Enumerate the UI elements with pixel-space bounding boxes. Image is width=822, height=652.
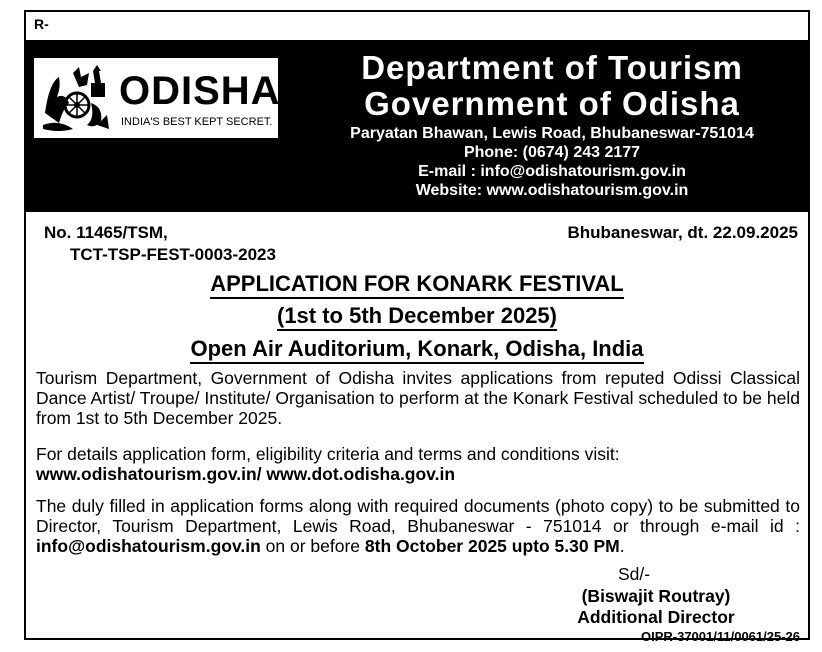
logo-tagline: INDIA'S BEST KEPT SECRET. (121, 116, 273, 128)
submission-text: The duly filled in application forms along with required documents (photo copy) to be submitted to Director, Tourism Department, Lewis Road, Bhubaneswar - 751014 or through e-mail id : (36, 496, 800, 536)
paragraph-details (36, 444, 800, 484)
festival-venue-text: Open Air Auditorium, Konark, Odisha, India (190, 336, 643, 364)
festival-dates-text: (1st to 5th December 2025) (277, 303, 557, 331)
notice-tag: R- (34, 16, 49, 32)
notice-title (26, 270, 808, 298)
submission-text-2: on or before (260, 536, 365, 556)
phone: Phone: (0674) 243 2177 (463, 144, 641, 161)
logo-name: ODISHA (119, 69, 281, 113)
submission-deadline: 8th October 2025 upto 5.30 PM (364, 536, 620, 556)
header-banner (26, 40, 808, 212)
notice-title-text: APPLICATION FOR KONARK FESTIVAL (210, 271, 624, 299)
notice-frame (24, 10, 810, 644)
tourism-emblem-icon (39, 63, 111, 135)
email: E-mail : info@odishatourism.gov.in (418, 163, 686, 180)
details-text: For details application form, eligibility criteria and terms and conditions visit: (36, 444, 620, 464)
signatory-name: (Biswajit Routray) (581, 586, 731, 606)
notice-date: Bhubaneswar, dt. 22.09.2025 (567, 223, 798, 242)
website: Website: www.odishatourism.gov.in (415, 182, 689, 199)
government-title: Government of Odisha (364, 85, 740, 122)
odisha-logo (34, 58, 281, 138)
details-links[interactable]: www.odishatourism.gov.in/ www.dot.odisha.gov.in (36, 464, 456, 484)
paragraph-invitation: Tourism Department, Government of Odisha invites applications from reputed Odissi Classical Dance Artist/ Troupe/ Institute/ Organisation to perform at the Konark Festival scheduled to be held from 1st to 5th December 2025. (36, 368, 800, 428)
reference-number: No. 11465/TSM, (44, 223, 168, 242)
paragraph-submission (36, 496, 800, 556)
department-title: Department of Tourism (361, 49, 743, 86)
submission-email[interactable]: info@odishatourism.gov.in (36, 536, 261, 556)
signatory-designation: Additional Director (577, 607, 735, 627)
signature-sd: Sd/- (617, 564, 651, 584)
address: Paryatan Bhawan, Lewis Road, Bhubaneswar-751014 (350, 125, 754, 142)
festival-venue (26, 335, 808, 363)
festival-dates (26, 302, 808, 330)
oipr-number: OIPR-37001/11/0061/25-26 (640, 629, 800, 644)
file-number: TCT-TSP-FEST-0003-2023 (70, 245, 276, 264)
submission-end: . (619, 536, 625, 556)
